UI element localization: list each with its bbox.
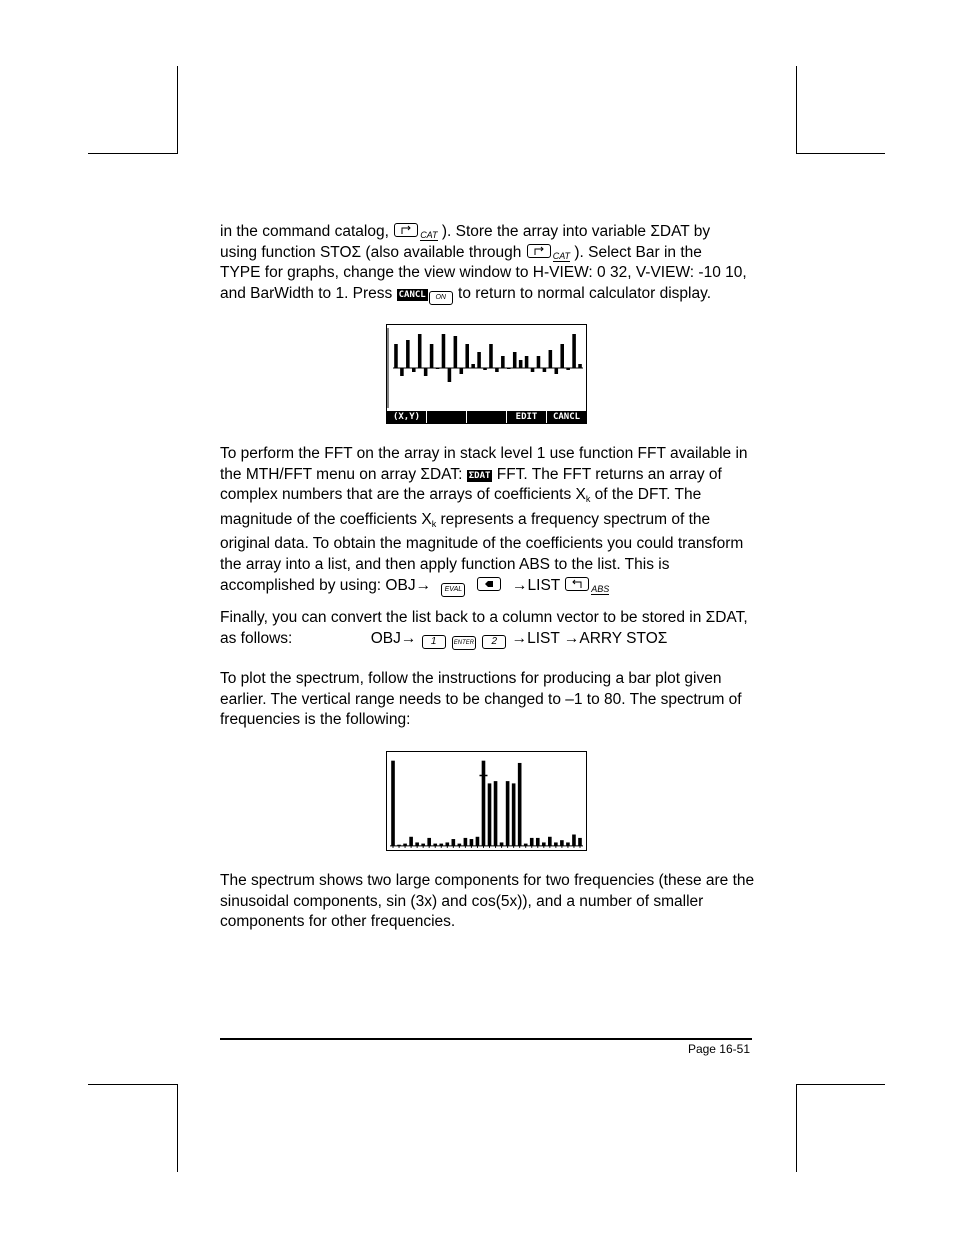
bar [506, 781, 510, 846]
text: FFT. The FFT returns an array of [496, 465, 722, 483]
bar [483, 368, 487, 370]
bar [465, 344, 469, 368]
softkey-blank-1 [426, 411, 466, 423]
calculator-screen-spectrum [386, 751, 587, 851]
bar [549, 350, 553, 368]
softkey-edit: EDIT [506, 411, 546, 423]
paragraph-fft [220, 444, 760, 597]
abs-key-label: ABS [591, 583, 610, 594]
bar [524, 844, 528, 846]
text: of the DFT. The [590, 486, 702, 504]
bar [494, 781, 498, 846]
softkey-menu-bar [387, 411, 586, 423]
paragraph-plot-spectrum [220, 669, 760, 731]
bar [442, 334, 446, 368]
backspace-key [477, 577, 501, 591]
cat-key-label: CAT [552, 250, 571, 261]
enter-key: ENTER [452, 636, 476, 650]
cursor-crosshair-icon [479, 771, 487, 779]
text: OBJ→ [370, 629, 417, 647]
text-line [220, 222, 760, 243]
bar [555, 368, 559, 374]
bar [507, 368, 511, 369]
bar [439, 844, 443, 846]
bar [572, 334, 576, 368]
bar [489, 344, 493, 368]
bar [464, 838, 468, 846]
bar [542, 842, 546, 845]
text: the MTH/FFT menu on array ΣDAT: [220, 465, 463, 483]
left-shift-key [565, 577, 589, 591]
bar [476, 837, 480, 846]
text-line: earlier. The vertical range needs to be changed to –1 to 80. The spectrum of [220, 690, 742, 708]
cancel-softkey: CANCL [398, 289, 426, 300]
text-line [220, 510, 760, 535]
cat-key-label: CAT [420, 230, 438, 240]
bar [430, 344, 434, 368]
text: represents a frequency spectrum of the [436, 510, 711, 528]
page-number: Page 16-51 [687, 1042, 750, 1056]
crop-mark-bottom-left-h [88, 1084, 177, 1085]
crop-mark-top-right-h [796, 153, 885, 154]
right-shift-arrow-icon [528, 245, 550, 257]
on-key: ON [429, 291, 453, 305]
bar [500, 842, 504, 845]
softkey-xy: (X,Y) [392, 412, 421, 422]
text-line: Finally, you can convert the list back to a column vector to be stored in ΣDAT, [220, 609, 748, 626]
text: →LIST →ARRY STOΣ [511, 629, 668, 647]
bar [445, 842, 449, 845]
text: complex numbers that are the arrays of coefficients X [220, 486, 586, 504]
bar [566, 368, 570, 370]
bar [418, 334, 422, 368]
bar [454, 336, 458, 368]
text-line [220, 465, 760, 486]
bar [415, 842, 419, 845]
right-shift-arrow-icon [395, 224, 417, 236]
text: and BarWidth to 1. Press [220, 284, 393, 302]
bar [518, 763, 522, 846]
text-line: The spectrum shows two large components for two frequencies (these are the [220, 872, 755, 889]
paragraph-convert-list [220, 608, 760, 650]
bar [488, 783, 492, 845]
bar [537, 356, 541, 368]
crop-mark-top-left-h [88, 153, 177, 154]
text: →LIST [512, 576, 560, 594]
text: as follows: [220, 629, 293, 647]
bar [512, 783, 516, 845]
bar [548, 837, 552, 846]
text-line: components for other frequencies. [220, 913, 456, 931]
crop-mark-top-left-v [177, 66, 178, 154]
text-line: the array into a list, and then apply function ABS to the list. This is [220, 555, 670, 573]
bar [560, 344, 564, 368]
bar [536, 838, 540, 846]
bar [554, 842, 558, 845]
text: using function STOΣ (also available through [220, 243, 522, 261]
bar [406, 340, 410, 368]
bar [578, 364, 582, 368]
text-line: To perform the FFT on the array in stack level 1 use function FFT available in [220, 445, 748, 462]
bar [448, 368, 452, 382]
paragraph-conclusion [220, 871, 760, 933]
bar [460, 368, 464, 374]
text-line [220, 284, 760, 305]
bar [403, 844, 407, 846]
bar [409, 837, 413, 846]
bar [572, 835, 576, 846]
bar [458, 844, 462, 846]
sigma-dat-softkey: ΣDAT [468, 470, 491, 481]
backspace-arrow-icon [478, 578, 500, 590]
text-line: TYPE for graphs, change the view window to H-VIEW: 0 32, V-VIEW: -10 10, [220, 264, 747, 282]
bar [495, 368, 499, 372]
bar [424, 368, 428, 376]
right-shift-key [527, 244, 551, 258]
bar [578, 838, 582, 846]
key-1: 1 [422, 635, 446, 649]
text: in the command catalog, [220, 223, 389, 240]
bar [513, 352, 517, 368]
bar [470, 839, 474, 846]
bar [391, 761, 395, 846]
bar [471, 364, 475, 368]
subscript: k [431, 518, 437, 529]
text: magnitude of the coefficients X [220, 510, 432, 528]
text-line [220, 243, 760, 264]
softkey-cancel: CANCL [546, 411, 586, 423]
bar [530, 838, 534, 846]
bar [566, 842, 570, 845]
bar [543, 368, 547, 372]
text: ). Select Bar in the [574, 243, 702, 261]
paragraph-store-array [220, 222, 760, 305]
bar [421, 844, 425, 846]
bar [400, 368, 404, 376]
bar [394, 344, 398, 368]
eval-key: EVAL [441, 583, 465, 597]
bar-plot-original-data [387, 325, 586, 411]
right-shift-key [394, 223, 418, 237]
text: ). Store the array into variable ΣDAT by [441, 223, 711, 240]
softkey-blank-2 [466, 411, 506, 423]
text-line: To plot the spectrum, follow the instructions for producing a bar plot given [220, 670, 722, 687]
bar [452, 839, 456, 846]
bar [560, 840, 564, 846]
subscript: k [585, 494, 591, 505]
bar [427, 838, 431, 846]
footer-rule [220, 1038, 752, 1040]
bar [519, 360, 523, 368]
text-line [220, 629, 760, 650]
bar [436, 368, 440, 369]
calculator-screen-bar-plot [386, 324, 587, 424]
left-shift-arrow-icon [566, 578, 588, 590]
text-line [220, 485, 760, 510]
bar [525, 356, 529, 368]
bar [433, 844, 437, 846]
bar [412, 368, 416, 372]
text-line: frequencies is the following: [220, 711, 411, 729]
text: to return to normal calculator display. [458, 284, 712, 302]
crop-mark-bottom-right-v [796, 1084, 797, 1172]
text-line: original data. To obtain the magnitude of the coefficients you could transform [220, 535, 744, 553]
text: accomplished by using: OBJ→ [220, 576, 432, 594]
key-2: 2 [482, 635, 506, 649]
bar [397, 845, 401, 846]
text-line: sinusoidal components, sin (3x) and cos(5x)), and a number of smaller [220, 892, 704, 910]
crop-mark-bottom-right-h [796, 1084, 885, 1085]
bar [477, 352, 481, 368]
bar [501, 356, 505, 368]
bar [531, 368, 535, 372]
bar-plot-spectrum [387, 752, 586, 850]
text-line [220, 576, 760, 597]
crop-mark-top-right-v [796, 66, 797, 154]
crop-mark-bottom-left-v [177, 1084, 178, 1172]
